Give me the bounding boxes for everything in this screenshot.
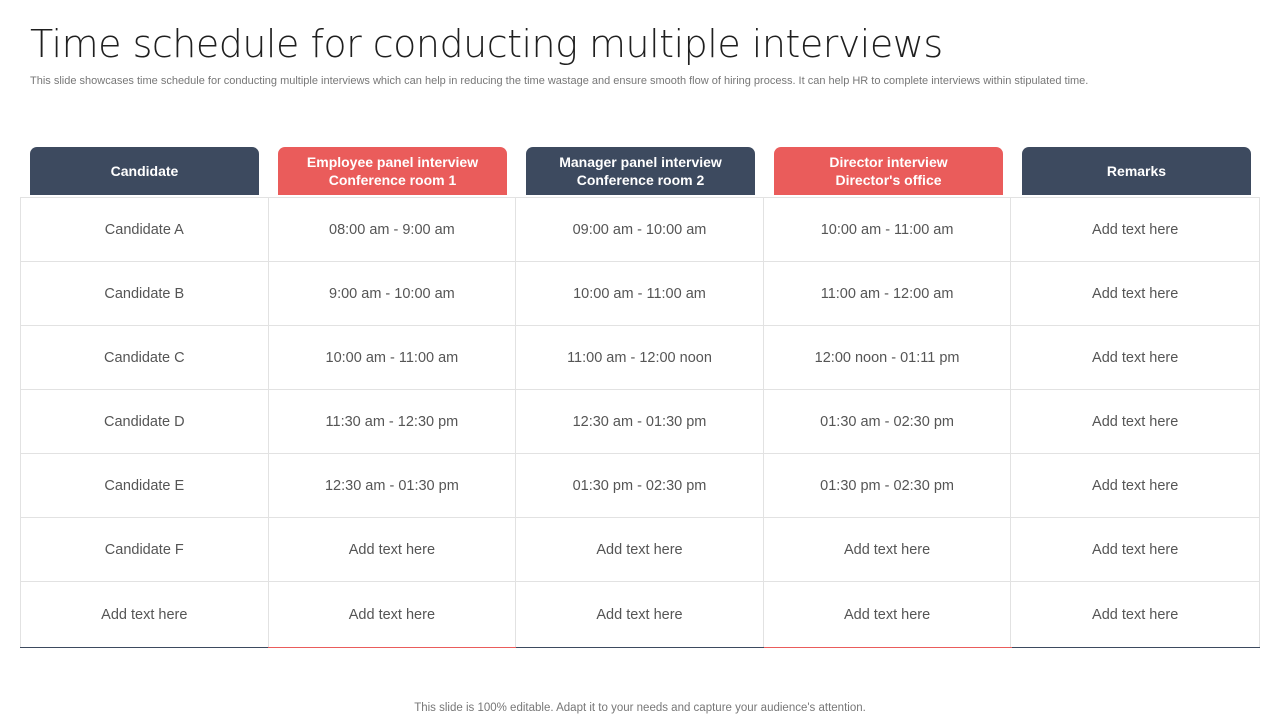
table-cell: Add text here xyxy=(1092,541,1179,558)
page-subtitle: This slide showcases time schedule for conducting multiple interviews which can help in reducing the time wastage and ensure smooth flow of hiring process. It can help HR to complete interviews within stipulated time. xyxy=(30,75,1089,87)
table-row xyxy=(21,198,1259,262)
table-cell: Add text here xyxy=(1092,606,1179,623)
header-manager-panel xyxy=(526,147,755,195)
table-cell: Candidate D xyxy=(21,390,269,453)
table-cell: 10:00 am - 11:00 am xyxy=(269,326,517,389)
table-row xyxy=(21,582,1259,647)
table-cell: 08:00 am - 9:00 am xyxy=(269,198,517,261)
table-cell: Add text here xyxy=(764,518,1012,581)
bottom-border-segment xyxy=(20,647,268,648)
table-cell: Add text here xyxy=(1092,413,1179,430)
table-cell: 12:30 am - 01:30 pm xyxy=(516,390,764,453)
table-cell: 01:30 pm - 02:30 pm xyxy=(516,454,764,517)
table-cell: Add text here xyxy=(269,518,517,581)
schedule-table xyxy=(20,197,1260,648)
table-cell: Add text here xyxy=(269,582,517,647)
table-cell: Add text here xyxy=(1092,477,1179,494)
table-cell: 09:00 am - 10:00 am xyxy=(516,198,764,261)
table-cell: 10:00 am - 11:00 am xyxy=(516,262,764,325)
footer-note: This slide is 100% editable. Adapt it to your needs and capture your audience's attention. xyxy=(414,702,866,714)
table-cell: Add text here xyxy=(21,582,269,647)
table-header-row xyxy=(20,147,1260,195)
table-cell: 11:00 am - 12:00 noon xyxy=(516,326,764,389)
header-employee-panel-line1: Employee panel interview xyxy=(306,154,479,170)
table-cell: Add text here xyxy=(1092,221,1179,238)
table-cell: Add text here xyxy=(764,582,1012,647)
table-bottom-border xyxy=(20,647,1260,648)
table-row xyxy=(21,326,1259,390)
table-cell: Candidate F xyxy=(21,518,269,581)
table-cell: Add text here xyxy=(1092,349,1179,366)
table-cell: 01:30 pm - 02:30 pm xyxy=(764,454,1012,517)
bottom-border-segment xyxy=(764,647,1012,648)
header-manager-panel-line1: Manager panel interview xyxy=(559,154,722,170)
table-row xyxy=(21,390,1259,454)
header-director-line2: Director's office xyxy=(835,172,942,188)
table-cell: 12:30 am - 01:30 pm xyxy=(269,454,517,517)
bottom-border-segment xyxy=(268,647,516,648)
table-row xyxy=(21,262,1259,326)
table-cell: Candidate B xyxy=(21,262,269,325)
page-title: Time schedule for conducting multiple interviews xyxy=(30,22,943,66)
table-cell: Candidate C xyxy=(21,326,269,389)
table-cell: Add text here xyxy=(516,518,764,581)
table-cell: Add text here xyxy=(516,582,764,647)
header-manager-panel-line2: Conference room 2 xyxy=(576,172,705,188)
header-director xyxy=(774,147,1003,195)
table-cell: Add text here xyxy=(1092,285,1179,302)
header-director-line1: Director interview xyxy=(829,154,948,170)
header-candidate-line1: Candidate xyxy=(110,163,179,179)
header-employee-panel xyxy=(278,147,507,195)
bottom-border-segment xyxy=(516,647,764,648)
table-row xyxy=(21,518,1259,582)
header-remarks-line1: Remarks xyxy=(1106,163,1167,179)
table-cell: 01:30 am - 02:30 pm xyxy=(764,390,1012,453)
header-employee-panel-line2: Conference room 1 xyxy=(328,172,457,188)
header-candidate xyxy=(30,147,259,195)
table-cell: Candidate A xyxy=(21,198,269,261)
table-cell: Candidate E xyxy=(21,454,269,517)
table-cell: 11:00 am - 12:00 am xyxy=(764,262,1012,325)
table-row xyxy=(21,454,1259,518)
header-remarks xyxy=(1022,147,1251,195)
table-cell: 11:30 am - 12:30 pm xyxy=(269,390,517,453)
table-cell: 9:00 am - 10:00 am xyxy=(269,262,517,325)
bottom-border-segment xyxy=(1012,647,1260,648)
table-cell: 12:00 noon - 01:11 pm xyxy=(764,326,1012,389)
table-cell: 10:00 am - 11:00 am xyxy=(764,198,1012,261)
